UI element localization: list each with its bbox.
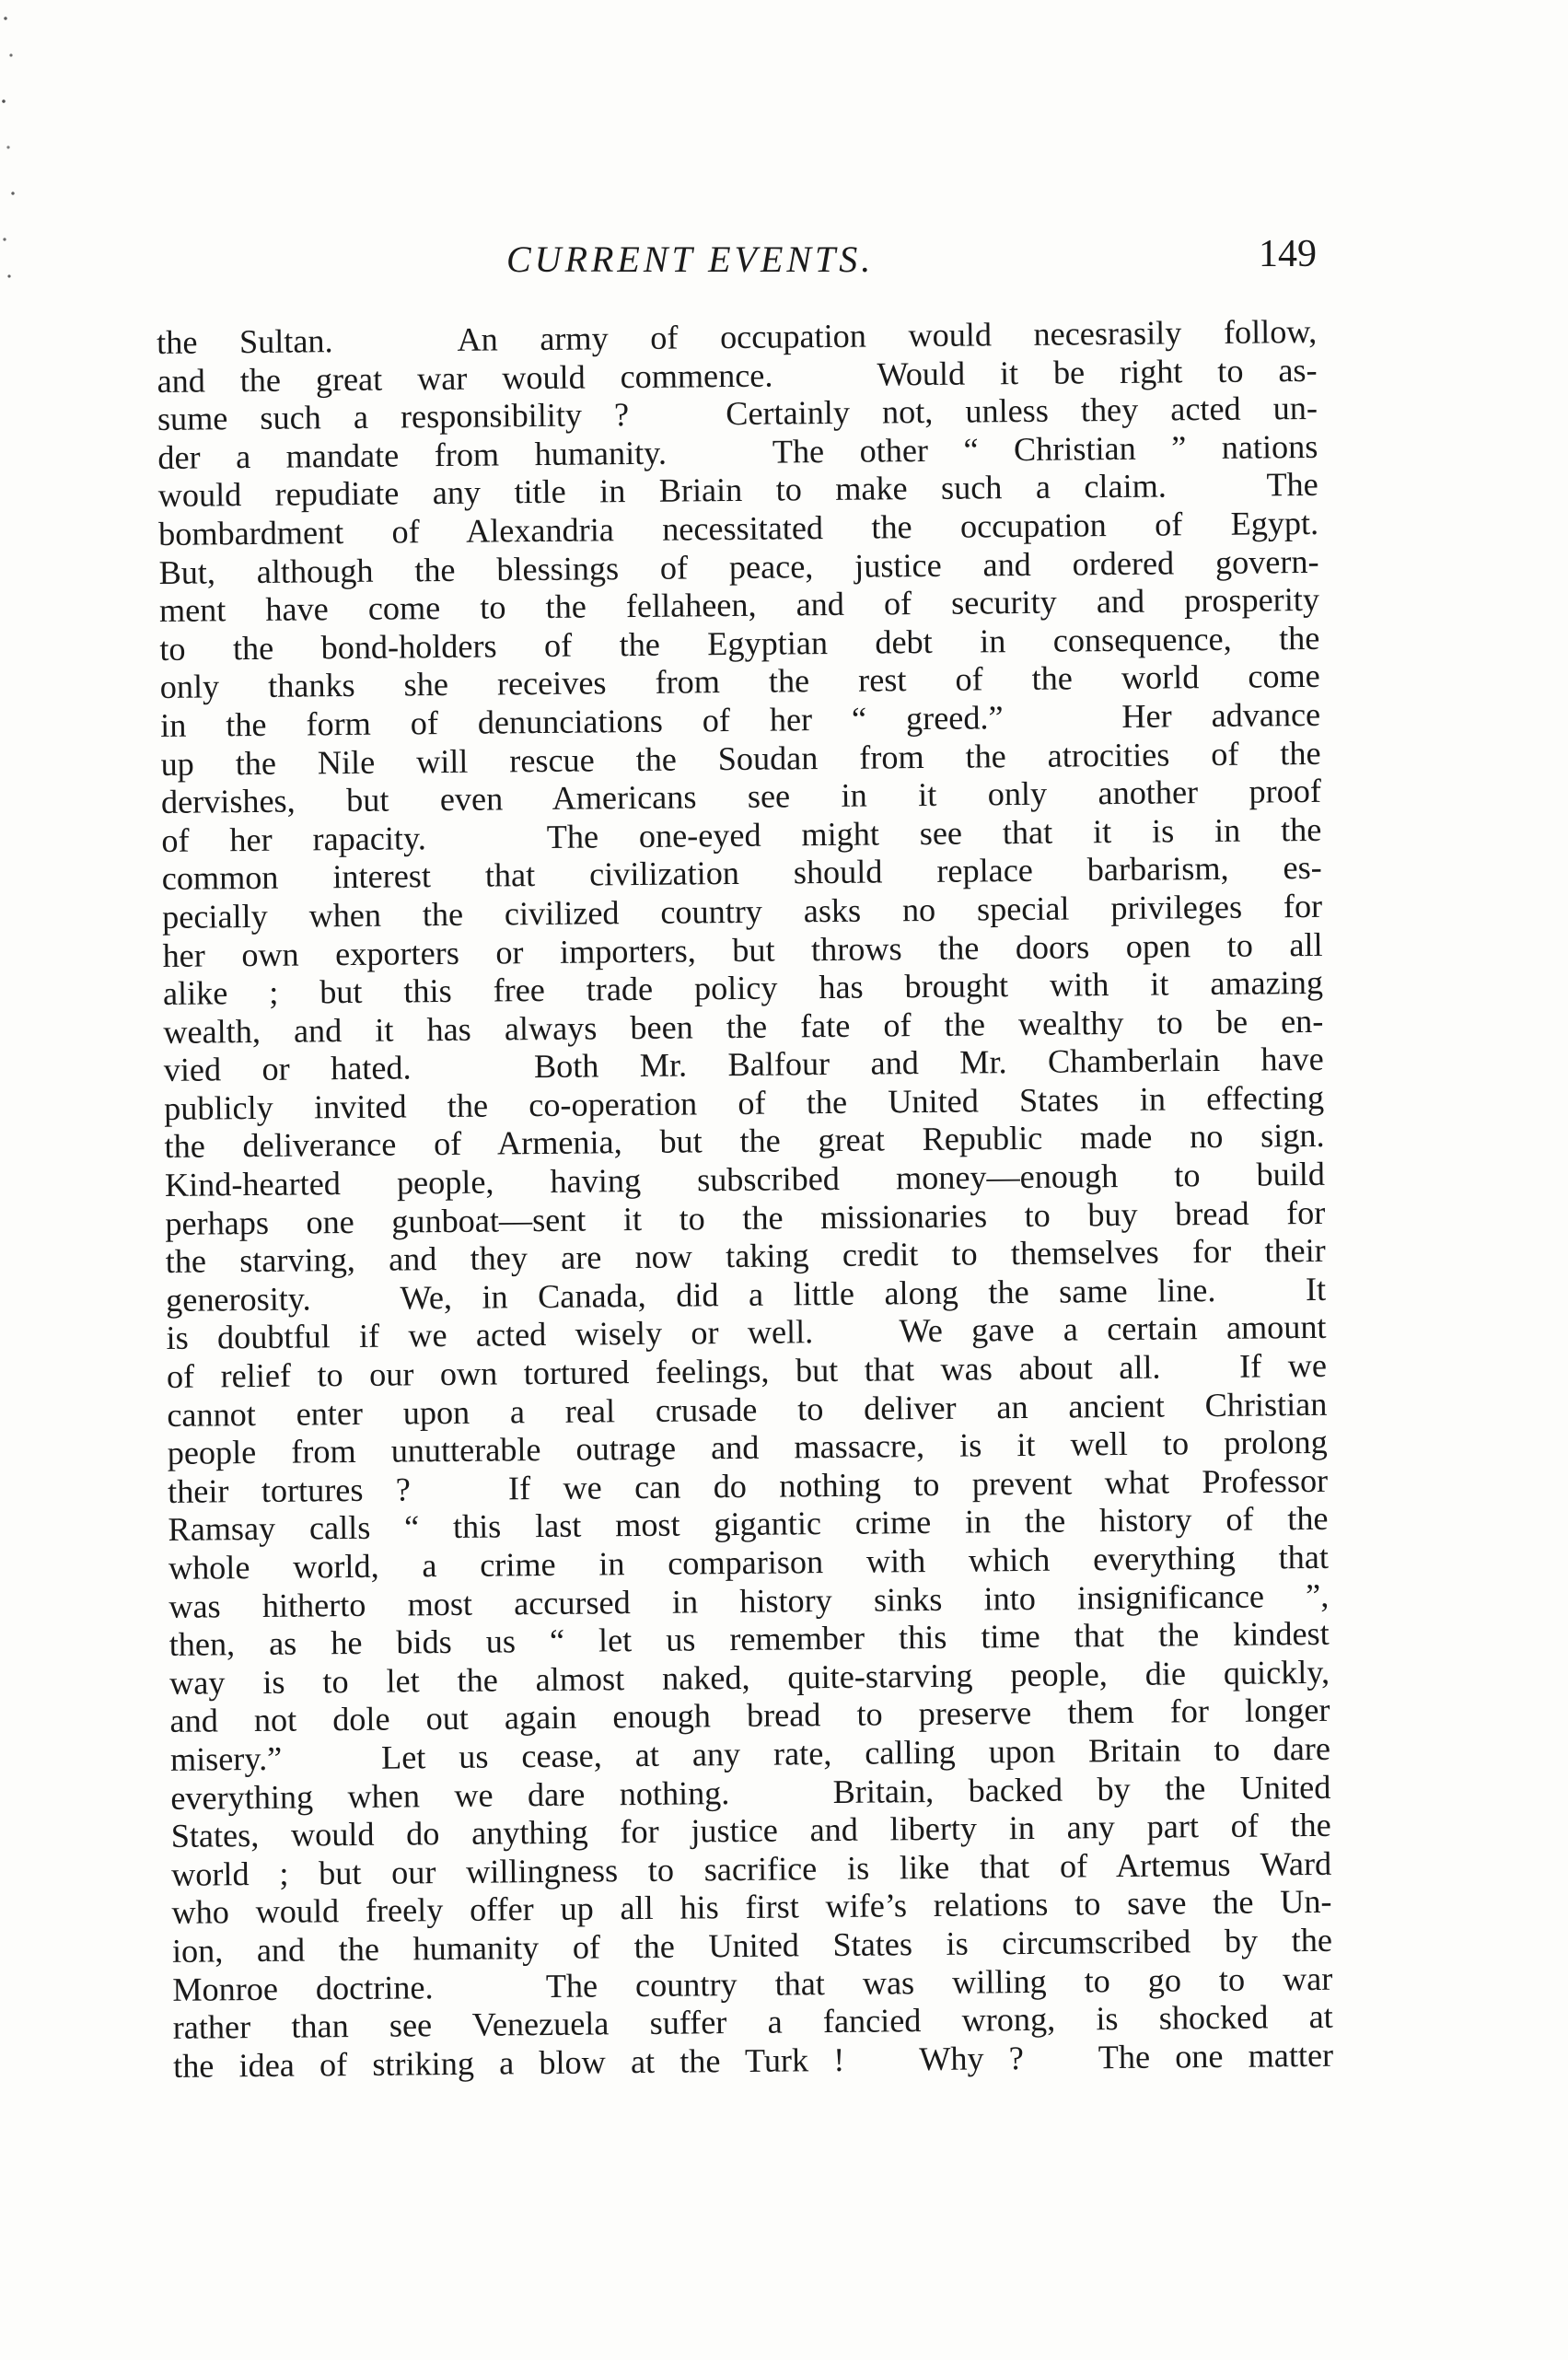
text-line: But, although the blessings of peace, justice and ordered govern- [158, 542, 1319, 591]
text-line: Ramsay calls “ this last most gigantic crime in the history of the [168, 1500, 1329, 1549]
text-line: the idea of striking a blow at the Turk ! Why ? The one matter [172, 2036, 1334, 2085]
text-line: Monroe doctrine. The country that was willing to go to war [172, 1959, 1333, 2008]
text-line: bombardment of Alexandria necessitated the occupation of Egypt. [157, 504, 1319, 552]
text-line: would repudiate any title in Briain to make such a claim. The [157, 466, 1318, 515]
text-line: dervishes, but even Americans see in it only another proof [160, 773, 1322, 821]
text-line: and not dole out again enough bread to preserve them for longer [169, 1692, 1330, 1740]
text-line: the Sultan. An army of occupation would necesrasily follow, [157, 312, 1318, 361]
text-line: only thanks she receives from the rest of the world come [159, 657, 1320, 706]
text-line: up the Nile will rescue the Soudan from the atrocities of the [160, 734, 1321, 783]
text-line: people from unutterable outrage and massacre, is it well to prolong [167, 1424, 1328, 1472]
text-line: sume such a responsibility ? Certainly not, unless they acted un- [157, 389, 1318, 438]
text-line: ment have come to the fellaheen, and of security and prosperity [158, 581, 1320, 630]
text-line: everything when we dare nothing. Britain, backed by the United [170, 1768, 1331, 1817]
text-line: their tortures ? If we can do nothing to prevent what Professor [167, 1461, 1329, 1510]
text-line: the starving, and they are now taking credit to themselves for their [165, 1232, 1326, 1281]
text-line: of relief to our own tortured feelings, but that was about all. If we [166, 1346, 1328, 1395]
text-line: the deliverance of Armenia, but the great Republic made no sign. [164, 1117, 1325, 1166]
text-line: rather than see Venezuela suffer a fancied wrong, is shocked at [172, 1997, 1333, 2047]
text-line: in the form of denunciations of her “ greed.” Her advance [159, 695, 1321, 744]
text-line: is doubtful if we acted wisely or well. We gave a certain amount [166, 1308, 1327, 1357]
text-line: to the bond-holders of the Egyptian debt in consequence, the [159, 619, 1320, 668]
text-line: Kind-hearted people, having subscribed money—enough to build [164, 1155, 1326, 1204]
text-line: States, would do anything for justice and liberty in any part of the [170, 1806, 1331, 1855]
page-number: 149 [1259, 233, 1317, 275]
text-line: ion, and the humanity of the United States is circumscribed by the [171, 1921, 1333, 1970]
text-line: der a mandate from humanity. The other “ Christian ” nations [157, 427, 1318, 476]
body-paragraph [157, 313, 1333, 2086]
text-line: whole world, a crime in comparison with which everything that [168, 1538, 1330, 1587]
running-header [157, 233, 1317, 293]
text-line: perhaps one gunboat—sent it to the missionaries to buy bread for [165, 1193, 1326, 1242]
text-line: generosity. We, in Canada, did a little along the same line. It [165, 1270, 1327, 1319]
text-line: publicly invited the co-operation of the United States in effecting [163, 1078, 1325, 1127]
running-title: CURRENT EVENTS. [506, 238, 875, 280]
text-line: of her rapacity. The one-eyed might see that it is in the [161, 810, 1322, 859]
text-line: cannot enter upon a real crusade to deliver an ancient Christian [167, 1385, 1328, 1434]
text-line: was hitherto most accursed in history sinks into insignificance ”, [168, 1576, 1330, 1625]
text-line: her own exporters or importers, but throws the doors open to all [162, 925, 1323, 974]
text-line: misery.” Let us cease, at any rate, calling upon Britain to dare [169, 1729, 1331, 1778]
page-edge-scan-artifact [0, 0, 20, 304]
text-line: way is to let the almost naked, quite-starving people, die quickly, [168, 1653, 1330, 1702]
text-line: world ; but our willingness to sacrifice is like that of Artemus Ward [170, 1844, 1332, 1893]
text-line: pecially when the civilized country asks no special privileges for [161, 887, 1323, 936]
text-line: common interest that civilization should replace barbarism, es- [161, 849, 1322, 898]
text-line: who would freely offer up all his first wife’s relations to save the Un- [171, 1883, 1332, 1932]
text-line: then, as he bids us “ let us remember this time that the kindest [168, 1615, 1330, 1664]
text-line: wealth, and it has always been the fate of the wealthy to be en- [163, 1002, 1324, 1051]
text-line: alike ; but this free trade policy has brought with it amazing [162, 963, 1324, 1013]
text-line: and the great war would commence. Would it be right to as- [157, 351, 1318, 400]
text-line: vied or hated. Both Mr. Balfour and Mr. Chamberlain have [163, 1040, 1324, 1089]
